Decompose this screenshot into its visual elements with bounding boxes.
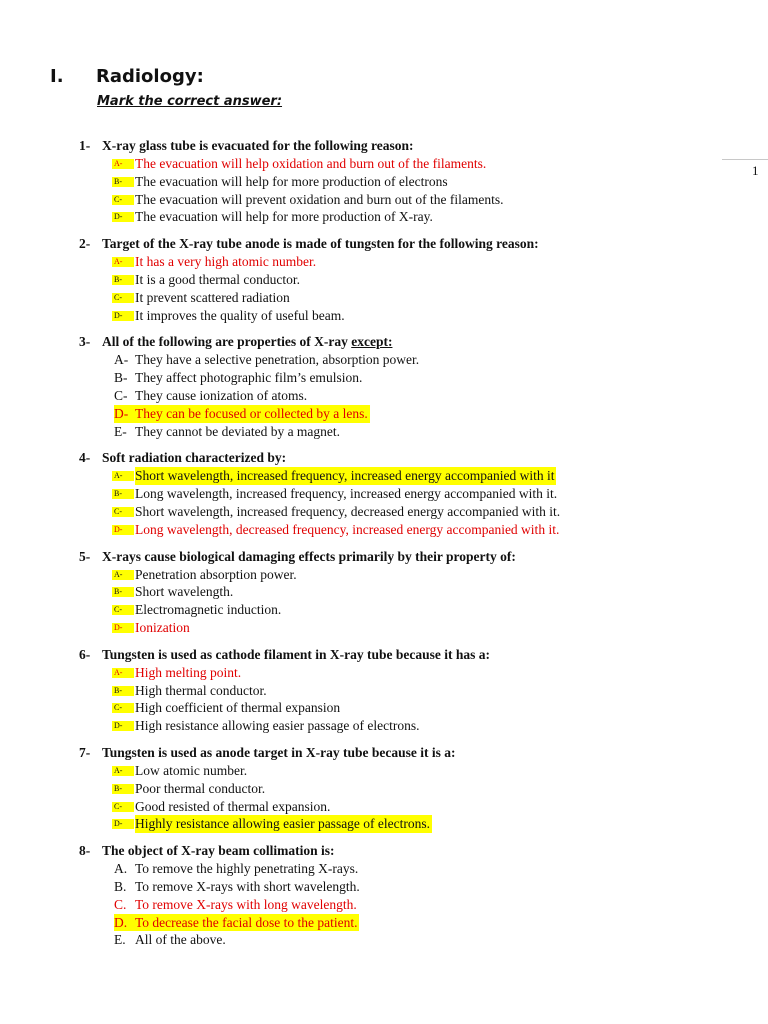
option-letter: C- [114,387,128,403]
question-6 [0,646,768,735]
answer-option[interactable] [0,155,768,173]
option-letter: A- [112,471,134,481]
answer-option[interactable] [0,780,768,798]
option-letter: A- [112,668,134,678]
question-3 [0,333,768,440]
question-text: X-rays cause biological damaging effects primarily by their property of: [102,548,516,564]
option-text: The evacuation will help for more production of X-ray. [135,209,433,225]
option-letter: C- [112,605,134,615]
option-text: The evacuation will help oxidation and burn out of the filaments. [135,156,487,171]
option-letter: D- [112,525,134,535]
option-letter: D- [112,819,134,829]
question-stem [0,235,768,253]
question-text: All of the following are properties of X-ray [102,334,352,350]
answer-option[interactable] [0,173,768,191]
option-text: The evacuation will prevent oxidation and burn out of the filaments. [135,191,504,207]
option-letter: D- [112,623,134,633]
option-letter: B- [112,686,134,696]
question-stem [0,744,768,762]
question-text: Tungsten is used as anode target in X-ray tube because it is a: [102,744,456,760]
answer-option[interactable] [0,521,768,539]
question-4 [0,449,768,538]
answer-option[interactable] [0,878,768,896]
question-text: The object of X-ray beam collimation is: [102,843,335,859]
answer-option[interactable] [0,619,768,637]
question-stem [0,842,768,860]
option-text: High melting point. [135,664,242,680]
answer-option[interactable] [0,351,768,369]
answer-option[interactable] [0,271,768,289]
option-text: Long wavelength, decreased frequency, increased energy accompanied with it. [135,521,560,537]
option-text: It has a very high atomic number. [135,254,317,270]
question-stem [0,646,768,664]
instruction-text: Mark the correct answer: [97,94,283,109]
section-title: Radiology: [96,66,204,87]
option-letter: C- [112,507,134,517]
option-text: High thermal conductor. [135,682,267,698]
option-letter: B. [114,878,127,894]
question-number: 2- [79,236,91,252]
option-letter: A- [112,766,134,776]
option-text: They cause ionization of atoms. [135,387,308,403]
question-number: 3- [79,334,91,350]
answer-option[interactable] [0,583,768,601]
option-text: Short wavelength, increased frequency, decreased energy accompanied with it. [135,503,561,519]
option-text: They can be focused or collected by a lens. [135,405,368,421]
question-text: X-ray glass tube is evacuated for the following reason: [102,138,414,153]
option-text: Low atomic number. [135,762,248,778]
answer-option[interactable] [0,815,768,833]
option-letter: E. [114,932,126,948]
option-letter: A- [112,159,134,169]
option-text: All of the above. [135,932,226,948]
answer-option[interactable] [0,208,768,226]
question-stem [0,548,768,566]
option-letter: B- [112,177,134,187]
answer-option[interactable] [0,289,768,307]
section-numeral: I. [50,66,64,87]
page-number: 1 [752,163,759,178]
option-letter: C. [114,896,127,912]
question-7 [0,744,768,833]
option-letter: B- [114,370,128,386]
option-text: Short wavelength. [135,584,234,600]
answer-option[interactable] [0,369,768,387]
option-letter: B- [112,784,134,794]
option-text: It improves the quality of useful beam. [135,307,345,323]
answer-option[interactable] [0,601,768,619]
option-text: They affect photographic film’s emulsion. [135,370,363,386]
answer-option[interactable] [0,798,768,816]
answer-option[interactable] [0,253,768,271]
option-text: It prevent scattered radiation [135,289,290,305]
question-8 [0,842,768,949]
question-1 [0,137,768,226]
option-letter: D- [114,405,129,421]
option-text: Long wavelength, increased frequency, increased energy accompanied with it. [135,486,558,502]
option-text: They have a selective penetration, absorption power. [135,352,420,368]
answer-option[interactable] [0,387,768,405]
option-letter: B- [112,489,134,499]
option-text: To decrease the facial dose to the patient. [135,914,358,930]
question-stem [0,449,768,467]
option-letter: E- [114,423,127,439]
answer-option[interactable] [0,503,768,521]
option-text: They cannot be deviated by a magnet. [135,423,341,439]
option-text: Highly resistance allowing easier passage of electrons. [135,816,431,832]
answer-option[interactable] [0,896,768,914]
option-letter: C- [112,195,134,205]
option-text: To remove X-rays with long wavelength. [135,896,357,912]
option-text: High resistance allowing easier passage of electrons. [135,718,420,734]
option-text: Electromagnetic induction. [135,602,282,618]
option-letter: D- [112,212,134,222]
question-list [0,137,768,958]
answer-option[interactable] [0,485,768,503]
option-text: The evacuation will help for more production of electrons [135,173,448,189]
question-number: 1- [79,138,91,153]
option-letter: D- [112,311,134,321]
answer-option[interactable] [0,860,768,878]
question-number: 7- [79,744,91,760]
question-number: 4- [79,450,91,466]
question-stem [0,333,768,351]
option-text: It is a good thermal conductor. [135,271,300,287]
option-text: Short wavelength, increased frequency, increased energy accompanied with it [135,468,555,484]
option-letter: D. [114,914,128,930]
section-heading [50,66,204,87]
answer-option[interactable] [0,664,768,682]
answer-option[interactable] [0,914,768,932]
option-letter: A- [112,257,134,267]
question-text: Soft radiation characterized by: [102,450,287,466]
option-text: High coefficient of thermal expansion [135,700,341,716]
question-number: 6- [79,646,91,662]
option-letter: A- [112,570,134,580]
question-number: 8- [79,843,91,859]
answer-option[interactable] [0,307,768,325]
answer-option[interactable] [0,467,768,485]
option-text: To remove the highly penetrating X-rays. [135,861,359,877]
option-letter: C- [112,703,134,713]
question-emphasis: except: [351,334,393,350]
answer-option[interactable] [0,699,768,717]
answer-option[interactable] [0,191,768,209]
answer-option[interactable] [0,682,768,700]
answer-option[interactable] [0,566,768,584]
question-text: Target of the X-ray tube anode is made of tungsten for the following reason: [102,236,539,252]
question-stem [0,137,768,155]
option-text: To remove X-rays with short wavelength. [135,878,360,894]
option-letter: B- [112,275,134,285]
option-text: Poor thermal conductor. [135,780,266,796]
answer-option[interactable] [0,405,768,423]
option-text: Penetration absorption power. [135,566,297,582]
answer-option[interactable] [0,762,768,780]
option-letter: A- [114,352,129,368]
option-text: Good resisted of thermal expansion. [135,798,331,814]
answer-option[interactable] [0,423,768,441]
option-letter: D- [112,721,134,731]
question-number: 5- [79,548,91,564]
question-2 [0,235,768,324]
question-text: Tungsten is used as cathode filament in X-ray tube because it has a: [102,646,491,662]
option-letter: A. [114,861,128,877]
option-letter: C- [112,802,134,812]
option-text: Ionization [135,619,190,635]
question-5 [0,548,768,637]
answer-option[interactable] [0,717,768,735]
answer-option[interactable] [0,931,768,949]
option-letter: C- [112,293,134,303]
option-letter: B- [112,587,134,597]
